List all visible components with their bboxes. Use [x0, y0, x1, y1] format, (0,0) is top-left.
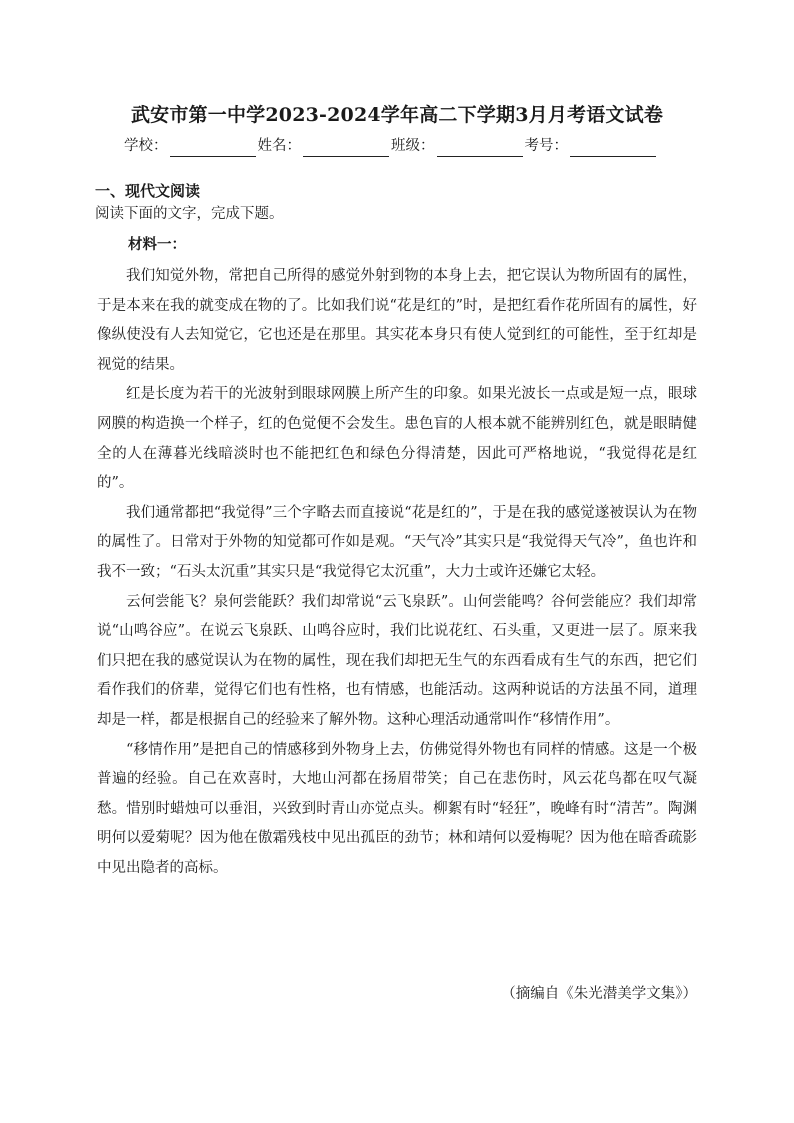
passage-paragraph: 我们通常都把“我觉得”三个字略去而直接说“花是红的”，于是在我的感觉遂被误认为在物的属性了。日常对于外物的知觉都可作如是观。“天气冷”其实只是“我觉得天气冷”，鱼也许和我不一致；“石头太沉重”其实只是“我觉得它太沉重”，大力士或许还嫌它太轻。 — [97, 504, 697, 580]
passage-paragraph: 我们知觉外物，常把自己所得的感觉外射到物的本身上去，把它误认为物所固有的属性，于是本来在我的就变成在物的了。比如我们说“花是红的”时，是把红看作花所固有的属性，好像纵使没有人去知觉它，它也还是在那里。其实花本身只有使人觉到红的可能性，至于红却是视觉的结果。 — [97, 268, 697, 373]
class-blank[interactable] — [437, 138, 523, 157]
name-label: 姓名： — [257, 138, 301, 154]
passage-paragraph: 红是长度为若干的光波射到眼球网膜上所产生的印象。如果光波长一点或是短一点，眼球网膜的构造换一个样子，红的色觉便不会发生。患色盲的人根本就不能辨别红色，就是眼睛健全的人在薄暮光线暗淡时也不能把红色和绿色分得清楚，因此可严格地说，“我觉得花是红的”。 — [97, 386, 697, 492]
name-blank[interactable] — [303, 138, 389, 157]
reading-instruction: 阅读下面的文字，完成下题。 — [95, 206, 284, 222]
exam-number-blank[interactable] — [570, 138, 656, 157]
class-label: 班级： — [391, 138, 435, 154]
passage-paragraph: 云何尝能飞？泉何尝能跃？我们却常说“云飞泉跃”。山何尝能鸣？谷何尝能应？我们却常说“山鸣谷应”。在说云飞泉跃、山鸣谷应时，我们比说花红、石头重，又更进一层了。原来我们只把在我的感觉误认为在物的属性，现在我们却把无生气的东西看成有生气的东西，把它们看作我们的侪辈，觉得它们也有性格，也有情感，也能活动。这两种说话的方法虽不同，道理却是一样，都是根据自己的经验来了解外物。这种心理活动通常叫作“移情作用”。 — [97, 593, 697, 728]
passage-source: （摘编自《朱光潜美学文集》） — [501, 986, 697, 1002]
name-field — [258, 135, 390, 157]
school-label: 学校： — [124, 138, 168, 154]
passage-body — [97, 262, 697, 883]
passage-paragraph: “移情作用”是把自己的情感移到外物身上去，仿佛觉得外物也有同样的情感。这是一个极普遍的经验。自己在欢喜时，大地山河都在扬眉带笑；自己在悲伤时，风云花鸟都在叹气凝愁。惜别时蜡烛可以垂泪，兴致到时青山亦觉点头。柳絮有时“轻狂”，晚峰有时“清苦”。陶渊明何以爱菊呢？因为他在傲霜残枝中见出孤臣的劲节；林和靖何以爱梅呢？因为他在暗香疏影中见出隐者的高标。 — [97, 741, 697, 876]
section-heading: 一、现代文阅读 — [95, 182, 201, 200]
material-label: 材料一： — [128, 236, 186, 253]
student-info-row — [124, 133, 684, 157]
exam-number-field — [525, 135, 657, 157]
page-title: 武安市第一中学2023-2024学年高二下学期3月月考语文试卷 — [130, 104, 664, 126]
class-field — [391, 135, 523, 157]
exam-number-label: 考号： — [524, 138, 568, 154]
school-blank[interactable] — [170, 138, 256, 157]
school-field — [124, 135, 256, 157]
